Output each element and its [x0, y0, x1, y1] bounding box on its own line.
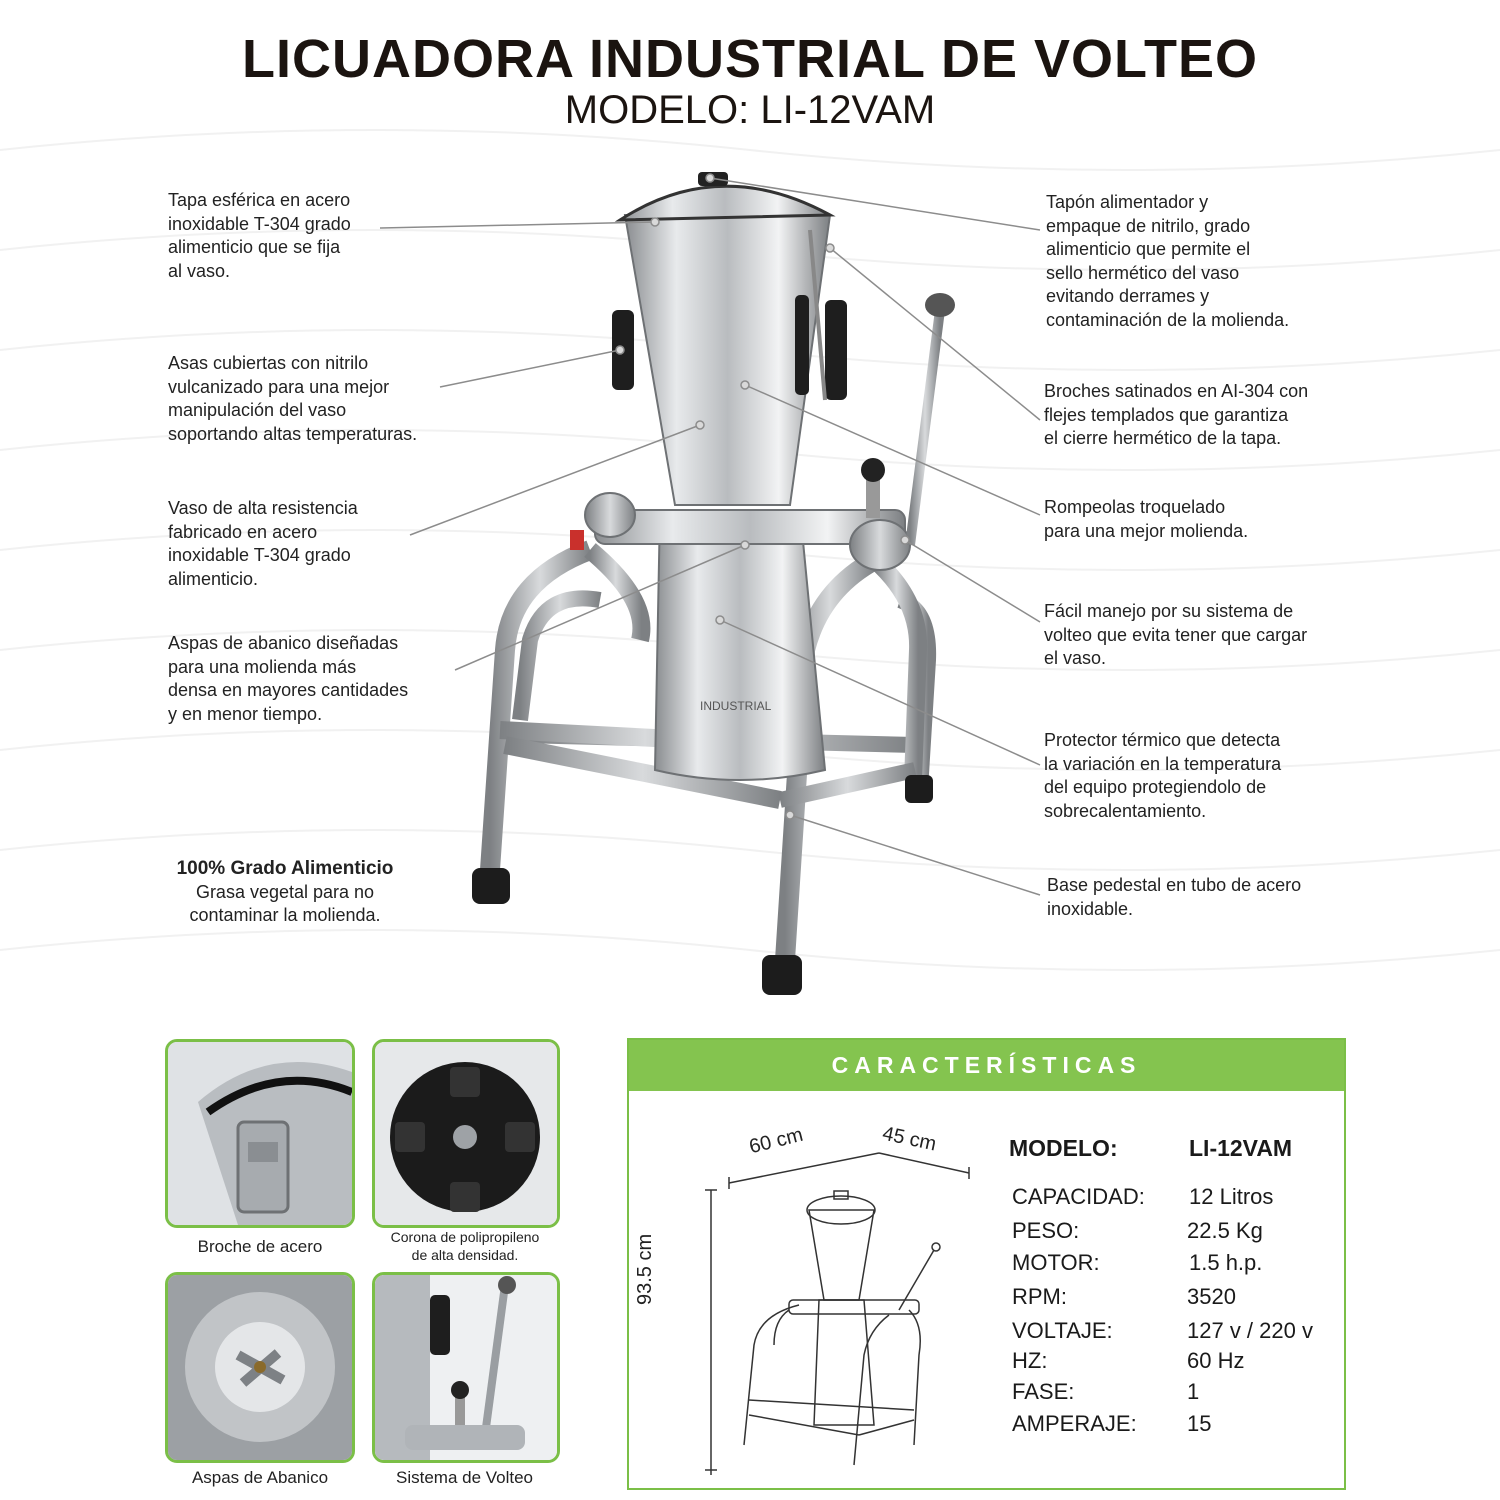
spec-value: 1.5 h.p.	[1189, 1250, 1263, 1275]
svg-text:INDUSTRIAL: INDUSTRIAL	[700, 699, 772, 713]
spec-model-value: LI-12VAM	[1189, 1135, 1293, 1161]
spec-value: 60 Hz	[1187, 1348, 1245, 1373]
callout-feed-cap: Tapón alimentador y empaque de nitrilo, grado alimenticio que permite el sello hermético del vaso evitando derrames y contaminación de la molienda.	[1046, 192, 1290, 330]
callout-thermal-protector: Protector térmico que detecta la variación en la temperatura del equipo protegiendolo de sobrecalentamiento.	[1044, 730, 1282, 821]
thumb-crown-caption: Corona de polipropileno de alta densidad.	[390, 1229, 540, 1263]
spec-label: RPM:	[1012, 1284, 1067, 1309]
spec-label: VOLTAJE:	[1012, 1318, 1113, 1343]
thumb-tilt-caption: Sistema de Volteo	[395, 1468, 534, 1487]
callout-clasps: Broches satinados en AI-304 con flejes templados que garantiza el cierre hermético de la tapa.	[1044, 381, 1309, 448]
page-title: LICUADORA INDUSTRIAL DE VOLTEO	[241, 29, 1258, 89]
spec-label: MOTOR:	[1012, 1250, 1100, 1275]
specifications-header: CARACTERÍSTICAS	[629, 1040, 1344, 1091]
spec-label: FASE:	[1012, 1379, 1075, 1404]
food-grade-note: 100% Grado Alimenticio Grasa vegetal para no contaminar la molienda.	[145, 857, 425, 928]
thumb-crown	[372, 1039, 560, 1228]
spec-label: PESO:	[1012, 1218, 1080, 1243]
spec-value: 22.5 Kg	[1187, 1218, 1263, 1243]
thumb-clasp	[165, 1039, 355, 1228]
spec-value: 12 Litros	[1189, 1184, 1274, 1209]
callout-tilt-system: Fácil manejo por su sistema de volteo que evita tener que cargar el vaso.	[1044, 601, 1308, 668]
spec-label: AMPERAJE:	[1012, 1411, 1137, 1436]
callout-handles: Asas cubiertas con nitrilo vulcanizado para una mejor manipulación del vaso soportando altas temperaturas.	[168, 353, 418, 444]
dimension-depth: 45 cm	[880, 1122, 939, 1156]
thumb-blades	[165, 1272, 355, 1463]
spec-label: HZ:	[1012, 1348, 1048, 1373]
spec-value: 15	[1187, 1411, 1212, 1436]
thumb-tilt	[372, 1272, 560, 1463]
callout-jar: Vaso de alta resistencia fabricado en acero inoxidable T-304 grado alimenticio.	[168, 498, 358, 589]
spec-value: 1	[1187, 1379, 1200, 1404]
model-subtitle: MODELO: LI-12VAM	[564, 88, 936, 132]
callout-blades: Aspas de abanico diseñadas para una molienda más densa en mayores cantidades y en menor tiempo.	[168, 633, 409, 724]
thumb-clasp-caption: Broche de acero	[197, 1237, 323, 1256]
dimension-width: 60 cm	[747, 1123, 806, 1159]
callout-lid: Tapa esférica en acero inoxidable T-304 grado alimenticio que se fija al vaso.	[168, 190, 351, 281]
dimension-height: 93.5 cm	[634, 1233, 656, 1305]
callout-wavebreaker: Rompeolas troquelado para una mejor molienda.	[1044, 497, 1249, 541]
spec-value: 127 v / 220 v	[1187, 1318, 1313, 1343]
callout-base: Base pedestal en tubo de acero inoxidable.	[1047, 875, 1302, 919]
thumb-blades-caption: Aspas de Abanico	[191, 1468, 329, 1487]
spec-label: CAPACIDAD:	[1012, 1184, 1145, 1209]
food-grade-heading: 100% Grado Alimenticio	[176, 858, 394, 879]
specifications-panel	[627, 1038, 1346, 1490]
dimension-drawing	[649, 1115, 979, 1475]
spec-model-label: MODELO:	[1009, 1135, 1118, 1161]
spec-value: 3520	[1187, 1284, 1236, 1309]
